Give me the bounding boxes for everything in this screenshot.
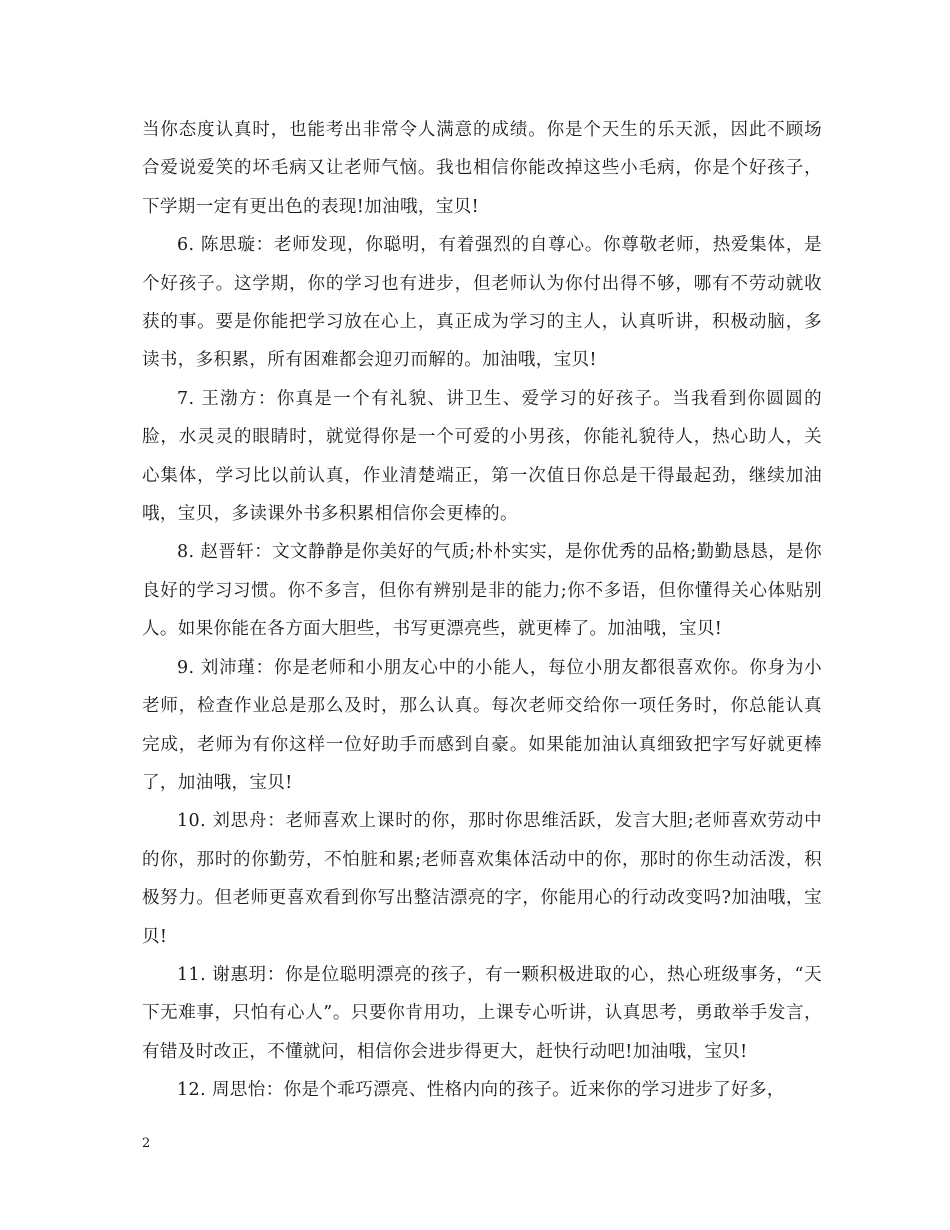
page-number: 2 bbox=[142, 1136, 151, 1151]
paragraph-comment-8: 8. 赵晋轩：文文静静是你美好的气质;朴朴实实，是你优秀的品格;勤勤恳恳，是你良好的学习习惯。你不多言，但你有辨别是非的能力;你不多语，但你懂得关心体贴别人。如果你能在各方面大胆些，书写更漂亮些，就更棒了。加油哦，宝贝! bbox=[142, 542, 822, 640]
paragraph-comment-11: 11. 谢惠玥：你是位聪明漂亮的孩子，有一颗积极进取的心，热心班级事务，“天下无难事，只怕有心人”。只要你肯用功，上课专心听讲，认真思考，勇敢举手发言，有错及时改正，不懂就问，相信你会进步得更大，赶快行动吧!加油哦，宝贝! bbox=[142, 964, 822, 1062]
paragraph-comment-7: 7. 王渤方：你真是一个有礼貌、讲卫生、爱学习的好孩子。当我看到你圆圆的脸，水灵灵的眼睛时，就觉得你是一个可爱的小男孩，你能礼貌待人，热心助人，关心集体，学习比以前认真，作业清楚端正，第一次值日你总是干得最起劲，继续加油哦，宝贝，多读课外书多积累相信你会更棒的。 bbox=[142, 388, 822, 525]
paragraph-comment-6: 6. 陈思璇：老师发现，你聪明，有着强烈的自尊心。你尊敬老师，热爱集体，是个好孩子。这学期，你的学习也有进步，但老师认为你付出得不够，哪有不劳动就收获的事。要是你能把学习放在心上，真正成为学习的主人，认真听讲，积极动脑，多读书，多积累，所有困难都会迎刃而解的。加油哦，宝贝! bbox=[142, 235, 822, 371]
paragraph-comment-10: 10. 刘思舟：老师喜欢上课时的你，那时你思维活跃，发言大胆;老师喜欢劳动中的你，那时的你勤劳，不怕脏和累;老师喜欢集体活动中的你，那时的你生动活泼，积极努力。但老师更喜欢看到你写出整洁漂亮的字，你能用心的行动改变吗?加油哦，宝贝! bbox=[142, 811, 822, 947]
paragraph-continuation: 当你态度认真时，也能考出非常令人满意的成绩。你是个天生的乐天派，因此不顾场合爱说爱笑的坏毛病又让老师气恼。我也相信你能改掉这些小毛病，你是个好孩子，下学期一定有更出色的表现!加油哦，宝贝! bbox=[142, 120, 822, 217]
paragraph-comment-9: 9. 刘沛瑾：你是老师和小朋友心中的小能人，每位小朋友都很喜欢你。你身为小老师，检查作业总是那么及时，那么认真。每次老师交给你一项任务时，你总能认真完成，老师为有你这样一位好助手而感到自豪。如果能加油认真细致把字写好就更棒了，加油哦，宝贝! bbox=[142, 657, 822, 793]
document-body bbox=[142, 111, 822, 1110]
paragraph-comment-12: 12. 周思怡：你是个乖巧漂亮、性格内向的孩子。近来你的学习进步了好多， bbox=[177, 1080, 785, 1101]
